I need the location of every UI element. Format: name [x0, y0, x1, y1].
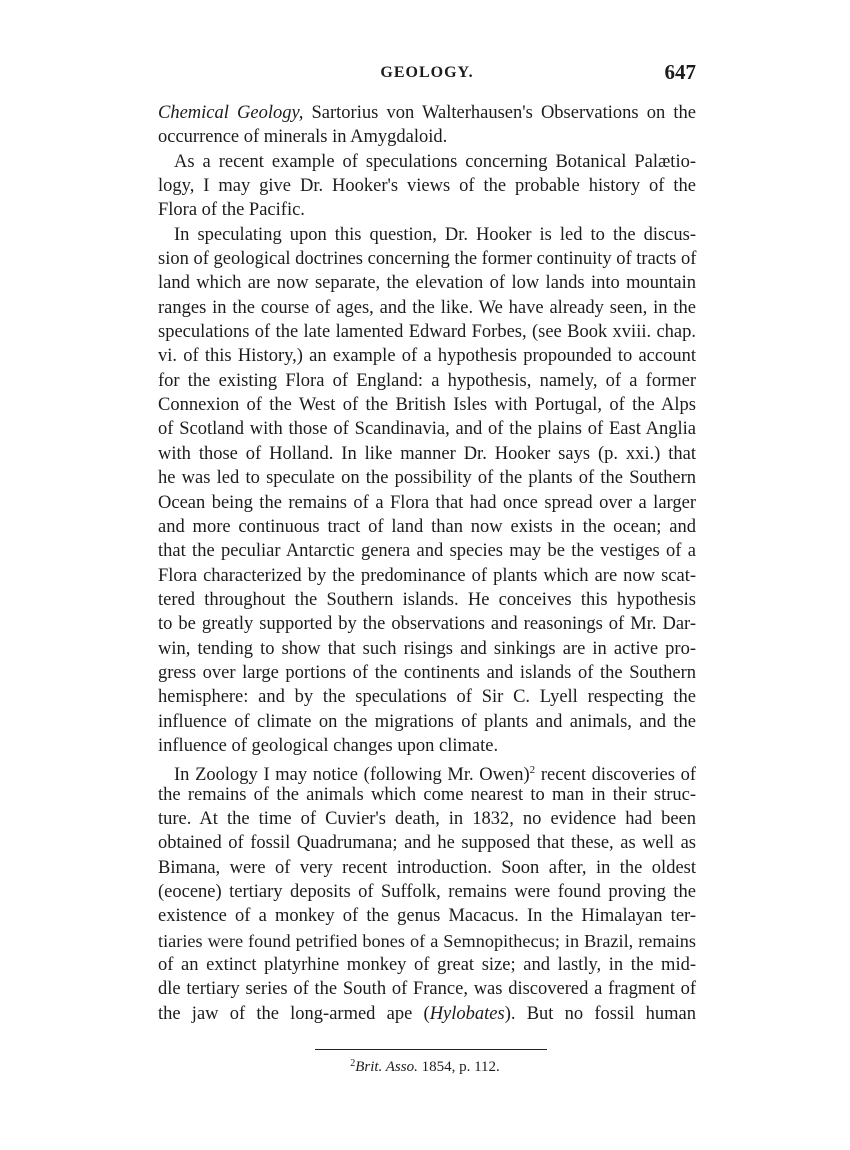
text-line: Ocean being the remains of a Flora that had once spread over a larger: [158, 492, 696, 513]
text-line: influence of geological changes upon climate.: [158, 735, 499, 756]
footnote: [0, 1058, 850, 1076]
footnote-mark: 2: [350, 1058, 356, 1069]
paragraph-start-line: As a recent example of speculations concerning Botanical Palætio-: [174, 151, 696, 172]
text-line: [158, 101, 696, 125]
text-run: ). But no fossil human: [504, 1003, 696, 1024]
paragraph-start-line: [158, 758, 696, 786]
text-line: logy, I may give Dr. Hooker's views of the probable history of the: [158, 176, 696, 197]
text-line: and more continuous tract of land than now exists in the ocean; and: [158, 516, 696, 537]
text-line: hemisphere: and by the speculations of Sir C. Lyell respecting the: [158, 687, 696, 708]
text-line: (eocene) tertiary deposits of Suffolk, remains were found proving the: [158, 882, 696, 902]
text-line: Flora of the Pacific.: [158, 200, 305, 221]
footnote-work: Brit. Asso.: [355, 1059, 418, 1075]
text-line: of Scotland with those of Scandinavia, and of the plains of East Anglia: [158, 419, 696, 440]
text-line: existence of a monkey of the genus Macacus. In the Himalayan ter-: [158, 906, 696, 927]
text-line: [158, 1002, 696, 1026]
book-title: Chemical Geology,: [158, 103, 304, 123]
genus-name: Hylobates: [429, 1003, 505, 1024]
footnote-rule: [315, 1049, 547, 1050]
text-line: vi. of this History,) an example of a hypothesis propounded to account: [158, 346, 696, 367]
text-line: tiaries were found petrified bones of a Semnopithecus; in Brazil, remains: [158, 930, 696, 951]
text-line: win, tending to show that such risings and sinkings are in active pro-: [158, 638, 696, 659]
text-line: influence of climate on the migrations of plants and animals, and the: [158, 711, 696, 732]
text-line: ture. At the time of Cuvier's death, in 1832, no evidence had been: [158, 808, 696, 829]
text-line: Bimana, were of very recent introduction. Soon after, in the oldest: [158, 857, 696, 878]
text-line: that the peculiar Antarctic genera and species may be the vestiges of a: [158, 541, 696, 562]
text-line: sion of geological doctrines concerning the former continuity of tracts of: [158, 249, 697, 270]
text-line: tered throughout the Southern islands. He conceives this hypothesis: [158, 589, 696, 610]
footnote-reference[interactable]: 2: [529, 764, 536, 777]
text-line: obtained of fossil Quadrumana; and he supposed that these, as well as: [158, 833, 696, 854]
text-run: recent discoveries of: [535, 765, 696, 786]
text-line: he was led to speculate on the possibility of the plants of the Southern: [158, 468, 696, 489]
footnote-citation: 1854, p. 112.: [417, 1059, 500, 1075]
text-line: for the existing Flora of England: a hypothesis, namely, of a former: [158, 370, 696, 391]
text-line: dle tertiary series of the South of France, was discovered a fragment of: [158, 979, 696, 1000]
text-run: the jaw of the long-armed ape (: [158, 1003, 430, 1024]
text-line: the remains of the animals which come nearest to man in their struc-: [158, 784, 696, 805]
text-run: In Zoology I may notice (following Mr. Owen): [174, 765, 530, 786]
body-text: [158, 101, 696, 1026]
text-line: Connexion of the West of the British Isles with Portugal, of the Alps: [158, 395, 696, 416]
text-line: speculations of the late lamented Edward Forbes, (see Book xviii. chap.: [158, 322, 696, 343]
text-line: gress over large portions of the continents and islands of the Southern: [158, 662, 696, 683]
text-line: Flora characterized by the predominance of plants which are now scat-: [158, 565, 696, 586]
paragraph-start-line: In speculating upon this question, Dr. Hooker is led to the discus-: [174, 224, 696, 245]
text-line: land which are now separate, the elevation of low lands into mountain: [158, 273, 696, 294]
text-line: occurrence of minerals in Amygdaloid.: [158, 127, 448, 148]
text-run: Sartorius von Walterhausen's Observations on the: [303, 103, 696, 123]
text-line: with those of Holland. In like manner Dr. Hooker says (p. xxi.) that: [158, 443, 696, 464]
page-number: 647: [664, 60, 696, 84]
running-title: GEOLOGY.: [380, 64, 474, 81]
text-line: to be greatly supported by the observations and reasonings of Mr. Dar-: [158, 614, 696, 635]
text-line: of an extinct platyrhine monkey of great size; and lastly, in the mid-: [158, 955, 696, 976]
text-line: ranges in the course of ages, and the like. We have already seen, in the: [158, 297, 696, 318]
running-head: [158, 60, 696, 88]
